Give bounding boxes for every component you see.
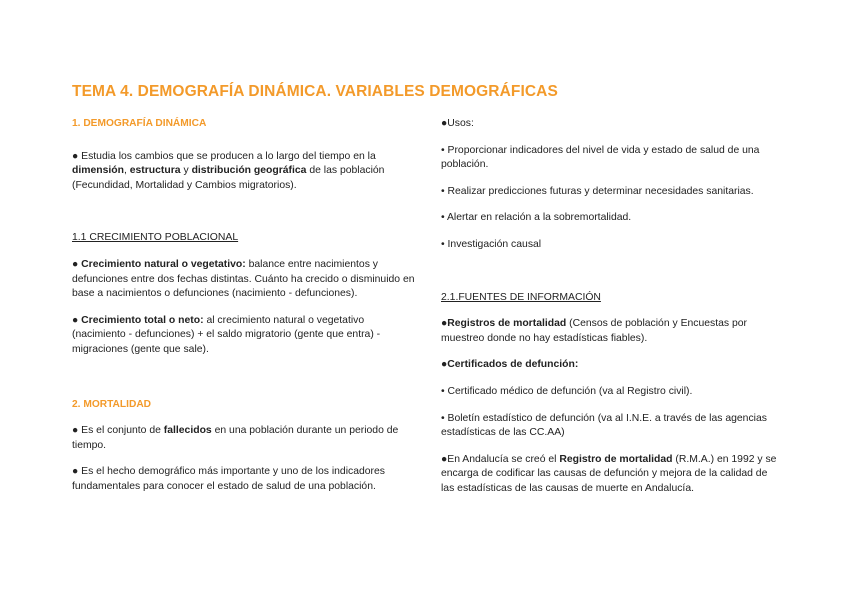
bold-crecimiento-total: ● Crecimiento total o neto: <box>72 314 204 326</box>
usos-heading: ●Usos: <box>441 118 474 129</box>
paragraph-mortalidad-definition <box>72 424 417 453</box>
paragraph-boletin-estadistico: • Boletín estadístico de defunción (va al I.N.E. a través de las agencias estadísticas de las CC.AA) <box>441 412 767 439</box>
paragraph-mortalidad-importance: ● Es el hecho demográfico más importante y uno de los indicadores fundamentales para conocer el estado de salud de una población. <box>72 466 385 492</box>
section-heading-fuentes-informacion: 2.1.FUENTES DE INFORMACIÓN <box>441 291 601 303</box>
bold-distribucion: distribución geográfica <box>191 165 307 177</box>
text-run: (Censos de población y Encuestas por muestreo donde no hay estadísticas fiables). <box>441 318 748 344</box>
usos-item-predicciones: • Realizar predicciones futuras y determinar necesidades sanitarias. <box>441 185 754 197</box>
usos-item-sobremortalidad: • Alertar en relación a la sobremortalidad. <box>441 212 632 224</box>
right-column <box>441 117 781 497</box>
paragraph-certificado-medico: • Certificado médico de defunción (va al Registro civil). <box>441 385 693 397</box>
paragraph-registros-mortalidad <box>441 317 781 346</box>
page-title: TEMA 4. DEMOGRAFÍA DINÁMICA. VARIABLES DEMOGRÁFICAS <box>72 83 558 100</box>
left-column <box>72 117 417 495</box>
bold-dimension: dimensión <box>72 165 124 177</box>
bold-registro-mortalidad: Registro de mortalidad <box>559 453 673 465</box>
paragraph-demografia-definition <box>72 150 417 194</box>
usos-item-investigacion: • Investigación causal <box>441 238 542 250</box>
text-run: ●En Andalucía se creó el <box>441 453 560 465</box>
text-run: balance entre nacimientos y defunciones entre dos fechas distintas. Cuánto ha crecido o disminuido en base a nacimientos o defunciones (nacimiento - defunciones). <box>72 258 415 300</box>
text-run: al crecimiento natural o vegetativo (nacimiento - defunciones) + el saldo migratorio (gente que entra) - migraciones (gente que sale). <box>72 314 381 355</box>
text-run: de las población (Fecundidad, Mortalidad y Cambios migratorios). <box>72 165 385 191</box>
text-run: ● Es el conjunto de <box>72 425 164 437</box>
section-heading-crecimiento-poblacional: 1.1 CRECIMIENTO POBLACIONAL <box>72 232 239 244</box>
text-run: (R.M.A.) en 1992 y se encarga de codificar las causas de defunción y mejora de la calidad de las estadísticas de las causas de muerte en Andalucía. <box>441 453 777 494</box>
text-run: ● Estudia los cambios que se producen a lo largo del tiempo en la <box>72 150 376 162</box>
text-run: en una población durante un periodo de tiempo. <box>72 425 399 451</box>
paragraph-crecimiento-natural <box>72 258 417 302</box>
paragraph-andalucia-registro <box>441 453 781 497</box>
bold-crecimiento-natural: ● Crecimiento natural o vegetativo: <box>72 258 246 270</box>
section-heading-demografia-dinamica: 1. DEMOGRAFÍA DINÁMICA <box>72 118 207 129</box>
heading-certificados-defuncion <box>441 358 781 373</box>
bold-registros-mortalidad: ●Registros de mortalidad <box>441 318 567 330</box>
paragraph-crecimiento-total <box>72 314 417 358</box>
text-run: , <box>123 165 130 177</box>
section-heading-mortalidad: 2. MORTALIDAD <box>72 398 152 410</box>
usos-item-indicadores: • Proporcionar indicadores del nivel de vida y estado de salud de una población. <box>441 144 760 171</box>
text-run: y <box>180 165 192 177</box>
bold-fallecidos: fallecidos <box>163 425 212 437</box>
bold-estructura: estructura <box>129 165 181 177</box>
bold-certificados: ●Certificados de defunción: <box>441 359 579 371</box>
